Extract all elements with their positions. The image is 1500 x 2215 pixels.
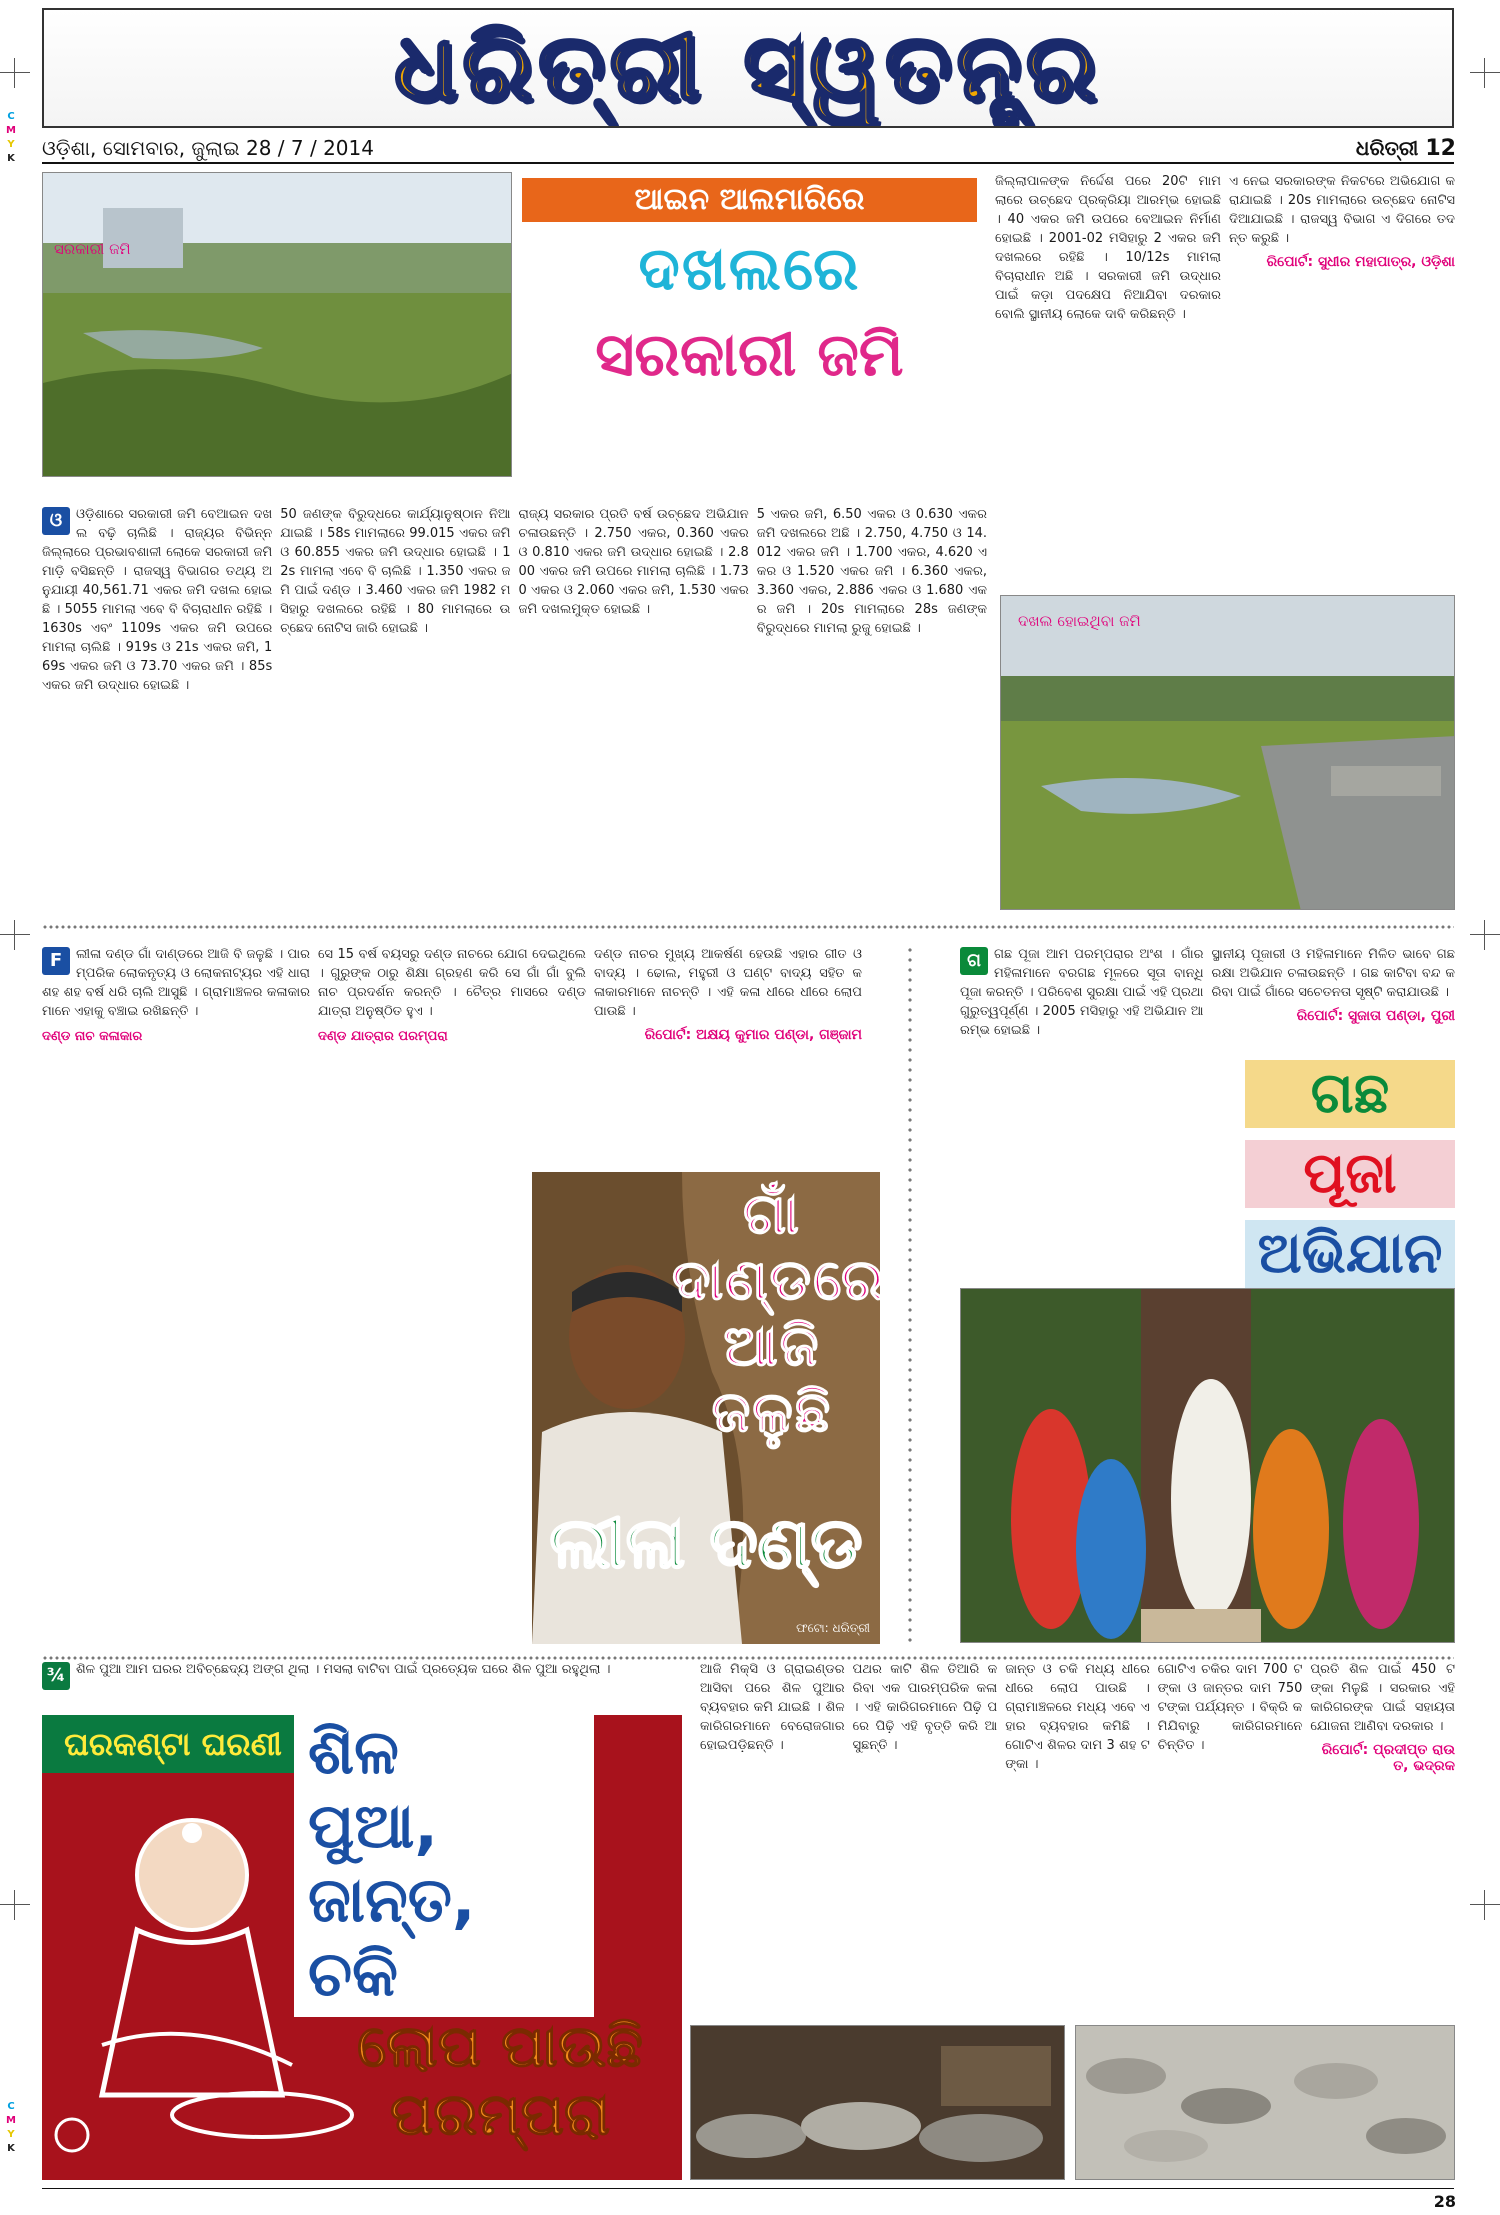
story1-photo-encroached-land (42, 172, 512, 477)
story1-column-1-text: ଓଡ଼ିଶାରେ ସରକାରୀ ଜମି ବେଆଇନ ଦଖଲ ବଢ଼ି ଚାଲିଛି । ରାଜ୍ୟର ବିଭିନ୍ନ ଜିଲ୍ଲାରେ ପ୍ରଭାବଶାଳୀ ଲୋକେ ସରକାରୀ ଜମି ମାଡ଼ି ବସିଛନ୍ତି । ରାଜସ୍ୱ ବିଭାଗର ତଥ୍ୟ ଅନୁଯାୟୀ 40,561.71 ଏକର ଜମି ଦଖଲ ହୋଇଛି । 5055 ମାମଲା ଏବେ ବି ବିଚାରାଧୀନ ରହିଛି । 1630s ଏବଂ 1109s ଏକର ଜମି ଉପରେ ମାମଲା ଚାଲିଛି । 919s ଓ 21s ଏକର ଜମି, 169s ଏକର ଜମି ଓ 73.70 ଏକର ଜମି । 85s ଏକର ଜମି ଉଦ୍ଧାର ହୋଇଛି । (42, 507, 273, 693)
page-reference-number: 12 (1425, 136, 1456, 161)
column-divider-dotted (905, 945, 915, 1645)
story4-bottom-title-line1: ଲୋପ ପାଉଛି (357, 2012, 643, 2080)
story3-photo-tree-worship (960, 1288, 1455, 1643)
story4-title-line4: ଚକି (308, 1937, 398, 2010)
story1-column-2: 50 ଜଣଙ୍କ ବିରୁଦ୍ଧରେ କାର୍ଯ୍ୟାନୁଷ୍ଠାନ ନିଆଯାଇଛି । 58s ମାମଲାରେ 99.015 ଏକର ଜମି ଓ 60.855 ଏକର ଜମି ଉଦ୍ଧାର ହୋଇଛି । 12s ମାମଲା ଏବେ ବି ଚାଲିଛି । 1.350 ଏକର ଜମି ପାଇଁ ଦଣ୍ଡ । 3.460 ଏକର ଜମି 1982 ମସିହାରୁ ଦଖଲରେ ରହିଛି । 80 ମାମଲାରେ ଉଚ୍ଛେଦ ନୋଟିସ ଜାରି ହୋଇଛି । (280, 507, 511, 636)
cmyk-color-bar: C M Y K (6, 111, 16, 164)
story4-title-line3: ଜାନ୍ତ, (308, 1863, 476, 1936)
story2-banner-line2: ଦାଣ୍ଡରେ (672, 1248, 886, 1313)
story4-column-6-text: ପ୍ରତି ଶିଳ ପାଇଁ 450 ଟଙ୍କା ମିଳୁଛି । ସରକାର ଏହି କାରିଗରଙ୍କ ପାଇଁ ସହାୟତା ଯୋଜନା ଆଣିବା ଦରକାର । (1310, 1662, 1455, 1734)
story4-bottom-title-line2: ପରମ୍ପରା (389, 2080, 611, 2148)
story4-photo-stone-pestles (1075, 2025, 1455, 2180)
story1-photo-caption: ସରକାରୀ ଜମି (54, 240, 131, 258)
story1-columns-top (42, 505, 987, 915)
story2-banner-name: ଲୀଳା ଦଣ୍ଡ (549, 1502, 863, 1584)
story2-banner-line4: ଜଳୁଛି (711, 1380, 833, 1445)
masthead-title: ଧରିତ୍ରୀ ସ୍ୱତନ୍ତ୍ର (394, 14, 1102, 121)
story2-column-2-highlight: ଦଣ୍ଡ ଯାତ୍ରାର ପରମ୍ପରା (318, 1029, 448, 1044)
story4-title-panel (294, 1715, 594, 2017)
story2-banner-line3: ଆଜି (723, 1314, 821, 1379)
story1-column-1 (42, 505, 272, 915)
story1-photo2-caption: ଦଖଲ ହୋଇଥିବା ଜମି (1018, 612, 1141, 630)
registration-mark-mid-left (0, 920, 30, 950)
story3-column-1-text: ଗଛ ପୂଜା ଆମ ପରମ୍ପରାର ଅଂଶ । ଗାଁର ମହିଳାମାନେ ବରଗଛ ମୂଳରେ ସୂତା ବାନ୍ଧି ପୂଜା କରନ୍ତି । ପରିବେଶ ସୁରକ୍ଷା ପାଇଁ ଏହି ପ୍ରଥା ଗୁରୁତ୍ୱପୂର୍ଣ୍ଣ । 2005 ମସିହାରୁ ଏହି ଅଭିଯାନ ଆରମ୍ଭ ହୋଇଛି । (960, 947, 1204, 1038)
dateline: ଓଡ଼ିଶା, ସୋମବାର, ଜୁଲାଇ 28 / 7 / 2014 (42, 136, 374, 160)
story1-column-3: ରାଜ୍ୟ ସରକାର ପ୍ରତି ବର୍ଷ ଉଚ୍ଛେଦ ଅଭିଯାନ ଚଳାଉଛନ୍ତି । 2.750 ଏକର, 0.360 ଏକର ଓ 0.810 ଏକର ଜମି ଉଦ୍ଧାର ହୋଇଛି । 2.800 ଏକର ଜମି ଉପରେ ମାମଲା ଚାଲିଛି । 1.730 ଏକର ଓ 2.060 ଏକର ଜମି, 1.530 ଏକର ଜମି ଦଖଲମୁକ୍ତ ହୋଇଛି । (518, 507, 749, 617)
registration-mark-top-right (1470, 58, 1500, 88)
story4-column-4: ଜାନ୍ତ ଓ ଚକି ମଧ୍ୟ ଧୀରେ ଧୀରେ ଲୋପ ପାଉଛି । ଗ୍ରାମାଞ୍ଚଳରେ ମଧ୍ୟ ଏବେ ଏହାର ବ୍ୟବହାର କମିଛି । ଗୋଟିଏ ଶିଳର ଦାମ 3 ଶହ ଟଙ୍କା । (1005, 1662, 1150, 1772)
story2-banner-line1: ଗାଁ (743, 1182, 801, 1247)
story3-byline: ରିପୋର୍ଟ: ସୁଜାତା ପଣ୍ଡା, ପୁରୀ (1296, 1008, 1455, 1024)
story4-photo-grinding-stones (690, 2025, 1065, 2180)
story2-byline: ରିପୋର୍ଟ: ଅକ୍ଷୟ କୁମାର ପଣ୍ଡା, ଗଞ୍ଜାମ (644, 1027, 862, 1043)
story2-column-3-text: ଦଣ୍ଡ ନାଚର ମୁଖ୍ୟ ଆକର୍ଷଣ ହେଉଛି ଏହାର ଗୀତ ଓ ବାଦ୍ୟ । ଢୋଲ, ମହୁରୀ ଓ ଘଣ୍ଟ ବାଦ୍ୟ ସହିତ କଳାକାରମାନେ ନାଚନ୍ତି । ଏହି କଳା ଧୀରେ ଧୀରେ ଲୋପ ପାଉଛି । (594, 947, 862, 1019)
page-reference-label: ଧରିତ୍ରୀ (1355, 136, 1419, 160)
footer-page-number: 28 (1433, 2192, 1456, 2211)
story4-title-line2: ପୁଆ, (308, 1789, 438, 1862)
cmyk-color-bar: C M Y K (6, 2101, 16, 2154)
story2-column-2-text: ସେ 15 ବର୍ଷ ବୟସରୁ ଦଣ୍ଡ ନାଚରେ ଯୋଗ ଦେଇଥିଲେ । ଗୁରୁଙ୍କ ଠାରୁ ଶିକ୍ଷା ଗ୍ରହଣ କରି ସେ ଗାଁ ଗାଁ ବୁଲି ନାଚ ପ୍ରଦର୍ଶନ କରନ୍ତି । ଚୈତ୍ର ମାସରେ ଦଣ୍ଡ ଯାତ୍ରା ଅନୁଷ୍ଠିତ ହୁଏ । (318, 947, 586, 1019)
story4-column-6 (1310, 1660, 1455, 2015)
story4-column-1-text: ଶିଳ ପୁଆ ଆମ ଘରର ଅବିଚ୍ଛେଦ୍ୟ ଅଙ୍ଗ ଥିଲା । ମସଲା ବାଟିବା ପାଇଁ ପ୍ରତ୍ୟେକ ଘରେ ଶିଳ ପୁଆ ରହୁଥିଲା । (76, 1662, 611, 1677)
masthead (42, 8, 1454, 128)
story2-column-1-highlight: ଦଣ୍ଡ ନାଚ କଳାକାର (42, 1029, 143, 1044)
story1-column-4: 5 ଏକର ଜମି, 6.50 ଏକର ଓ 0.630 ଏକର ଜମି ଦଖଲରେ ଅଛି । 2.750, 4.750 ଓ 14.012 ଏକର ଜମି । 1.700 ଏକର, 4.620 ଏକର ଓ 1.520 ଏକର ଜମି । 6.360 ଏକର, 3.360 ଏକର, 2.886 ଏକର ଓ 1.680 ଏକର ଜମି । 20s ମାମଲାରେ 28s ଜଣଙ୍କ ବିରୁଦ୍ଧରେ ମାମଲା ରୁଜୁ ହୋଇଛି । (756, 507, 987, 636)
story4-title-line1: ଶିଳ (308, 1715, 399, 1788)
story1-byline: ରିପୋର୍ଟ: ସୁଧୀର ମହାପାତ୍ର, ଓଡ଼ିଶା (1266, 254, 1455, 270)
story4-column-5: ଗୋଟିଏ ଚକିର ଦାମ 700 ଟଙ୍କା ଓ ଜାନ୍ତର ଦାମ 750 ଟଙ୍କା ପର୍ଯ୍ୟନ୍ତ । ବିକ୍ରି କମିଯିବାରୁ କାରିଗରମାନେ ଚିନ୍ତିତ । (1157, 1662, 1303, 1753)
story4-section-label: ଘରକଣ୍ଟା ଘରଣୀ (42, 1715, 304, 1773)
story1-column-6 (1229, 172, 1455, 587)
section-divider-dotted (42, 924, 1454, 930)
story3-column-1 (960, 945, 1204, 1275)
story1-columns-right (995, 172, 1455, 587)
story4-column-3: ପଥର କାଟି ଶିଳ ତିଆରି କରିବା ଏକ ପାରମ୍ପରିକ କଳା । ଏହି କାରିଗରମାନେ ପିଢ଼ି ପରେ ପିଢ଼ି ଏହି ବୃତ୍ତି କରି ଆସୁଛନ୍ତି । (852, 1662, 998, 1753)
story3-title-box-3: ଅଭିଯାନ (1245, 1220, 1455, 1288)
footer-rule (42, 2188, 1454, 2189)
story1-column-5: ଜିଲ୍ଲାପାଳଙ୍କ ନିର୍ଦ୍ଦେଶ ପରେ 20ଟି ମାମଲାରେ ଉଚ୍ଛେଦ ପ୍ରକ୍ରିୟା ଆରମ୍ଭ ହୋଇଛି । 40 ଏକର ଜମି ଉପରେ ବେଆଇନ ନିର୍ମାଣ ହୋଇଛି । 2001-02 ମସିହାରୁ 2 ଏକର ଜମି ଦଖଲରେ ରହିଛି । 10/12s ମାମଲା ବିଚାରାଧୀନ ଅଛି । ସରକାରୀ ଜମି ଉଦ୍ଧାର ପାଇଁ କଡ଼ା ପଦକ୍ଷେପ ନିଆଯିବା ଦରକାର ବୋଲି ସ୍ଥାନୀୟ ଲୋକେ ଦାବି କରିଛନ୍ତି । (995, 174, 1221, 322)
story1-headline-line1: ଦଖଲରେ (638, 234, 861, 304)
registration-mark-top-left (0, 58, 30, 88)
story2-photo-credit: ଫଟୋ: ଧରିତ୍ରୀ (796, 1621, 870, 1635)
story2-dropcap: F (42, 947, 70, 975)
header-rule (42, 162, 1454, 164)
story4-column-2: ଆଜି ମିକ୍ସି ଓ ଗ୍ରାଇଣ୍ଡର ଆସିବା ପରେ ଶିଳ ପୁଆର ବ୍ୟବହାର କମି ଯାଇଛି । ଶିଳ କାରିଗରମାନେ ବେରୋଜଗାର ହୋଇପଡ଼ିଛନ୍ତି । (700, 1662, 845, 1753)
story2-column-1 (42, 945, 310, 1635)
story3-title-box-2: ପୂଜା (1245, 1140, 1455, 1208)
story1-headline-line2: ସରକାରୀ ଜମି (595, 320, 904, 390)
story4-bottom-title (300, 2012, 700, 2148)
registration-mark-mid-right (1470, 920, 1500, 950)
story4-text-columns (700, 1660, 1455, 2015)
story1-column-6-text: ଏ ନେଇ ସରକାରଙ୍କ ନିକଟରେ ଅଭିଯୋଗ କରାଯାଇଛି । 20s ମାମଲାରେ ଉଚ୍ଛେଦ ନୋଟିସ ଦିଆଯାଇଛି । ରାଜସ୍ୱ ବିଭାଗ ଏ ଦିଗରେ ତଦନ୍ତ କରୁଛି । (1229, 174, 1455, 246)
story2-column-1-text: ଲୀଳା ଦଣ୍ଡ ଗାଁ ଦାଣ୍ଡରେ ଆଜି ବି ଜଳୁଛି । ପାରମ୍ପରିକ ଲୋକନୃତ୍ୟ ଓ ଲୋକନାଟ୍ୟର ଏହି ଧାରା ଶହ ଶହ ବର୍ଷ ଧରି ଚାଲି ଆସୁଛି । ଗ୍ରାମାଞ୍ଚଳର କଳାକାରମାନେ ଏହାକୁ ବଞ୍ଚାଇ ରଖିଛନ୍ତି । (42, 947, 310, 1019)
story3-dropcap: ଗ (960, 947, 988, 975)
story3-column-2-text: ସ୍ଥାନୀୟ ପୂଜାରୀ ଓ ମହିଳାମାନେ ମିଳିତ ଭାବେ ଗଛ ରକ୍ଷା ଅଭିଯାନ ଚଳାଉଛନ୍ତି । ଗଛ କାଟିବା ବନ୍ଦ କରିବା ପାଇଁ ଗାଁରେ ସଚେତନତା ସୃଷ୍ଟି କରାଯାଉଛି । (1211, 947, 1455, 1000)
story1-dropcap: ଓ (42, 507, 70, 535)
story1-photo-waterlogged-field (1000, 595, 1455, 910)
story4-intro (42, 1660, 632, 1708)
registration-mark-bottom-left (0, 1890, 30, 1920)
story4-dropcap: ¾ (42, 1662, 70, 1690)
story1-kicker: ଆଇନ ଆଲମାରିରେ (522, 178, 977, 222)
story2-banner (532, 1172, 886, 1644)
story3-title-box-1: ଗଛ (1245, 1060, 1455, 1128)
registration-mark-bottom-right (1470, 1890, 1500, 1920)
story4-byline: ରିପୋର୍ଟ: ପ୍ରଦୀପ୍ତ ରାଉତ, ଭଦ୍ରକ (1321, 1742, 1455, 1774)
page-reference (1356, 136, 1456, 161)
